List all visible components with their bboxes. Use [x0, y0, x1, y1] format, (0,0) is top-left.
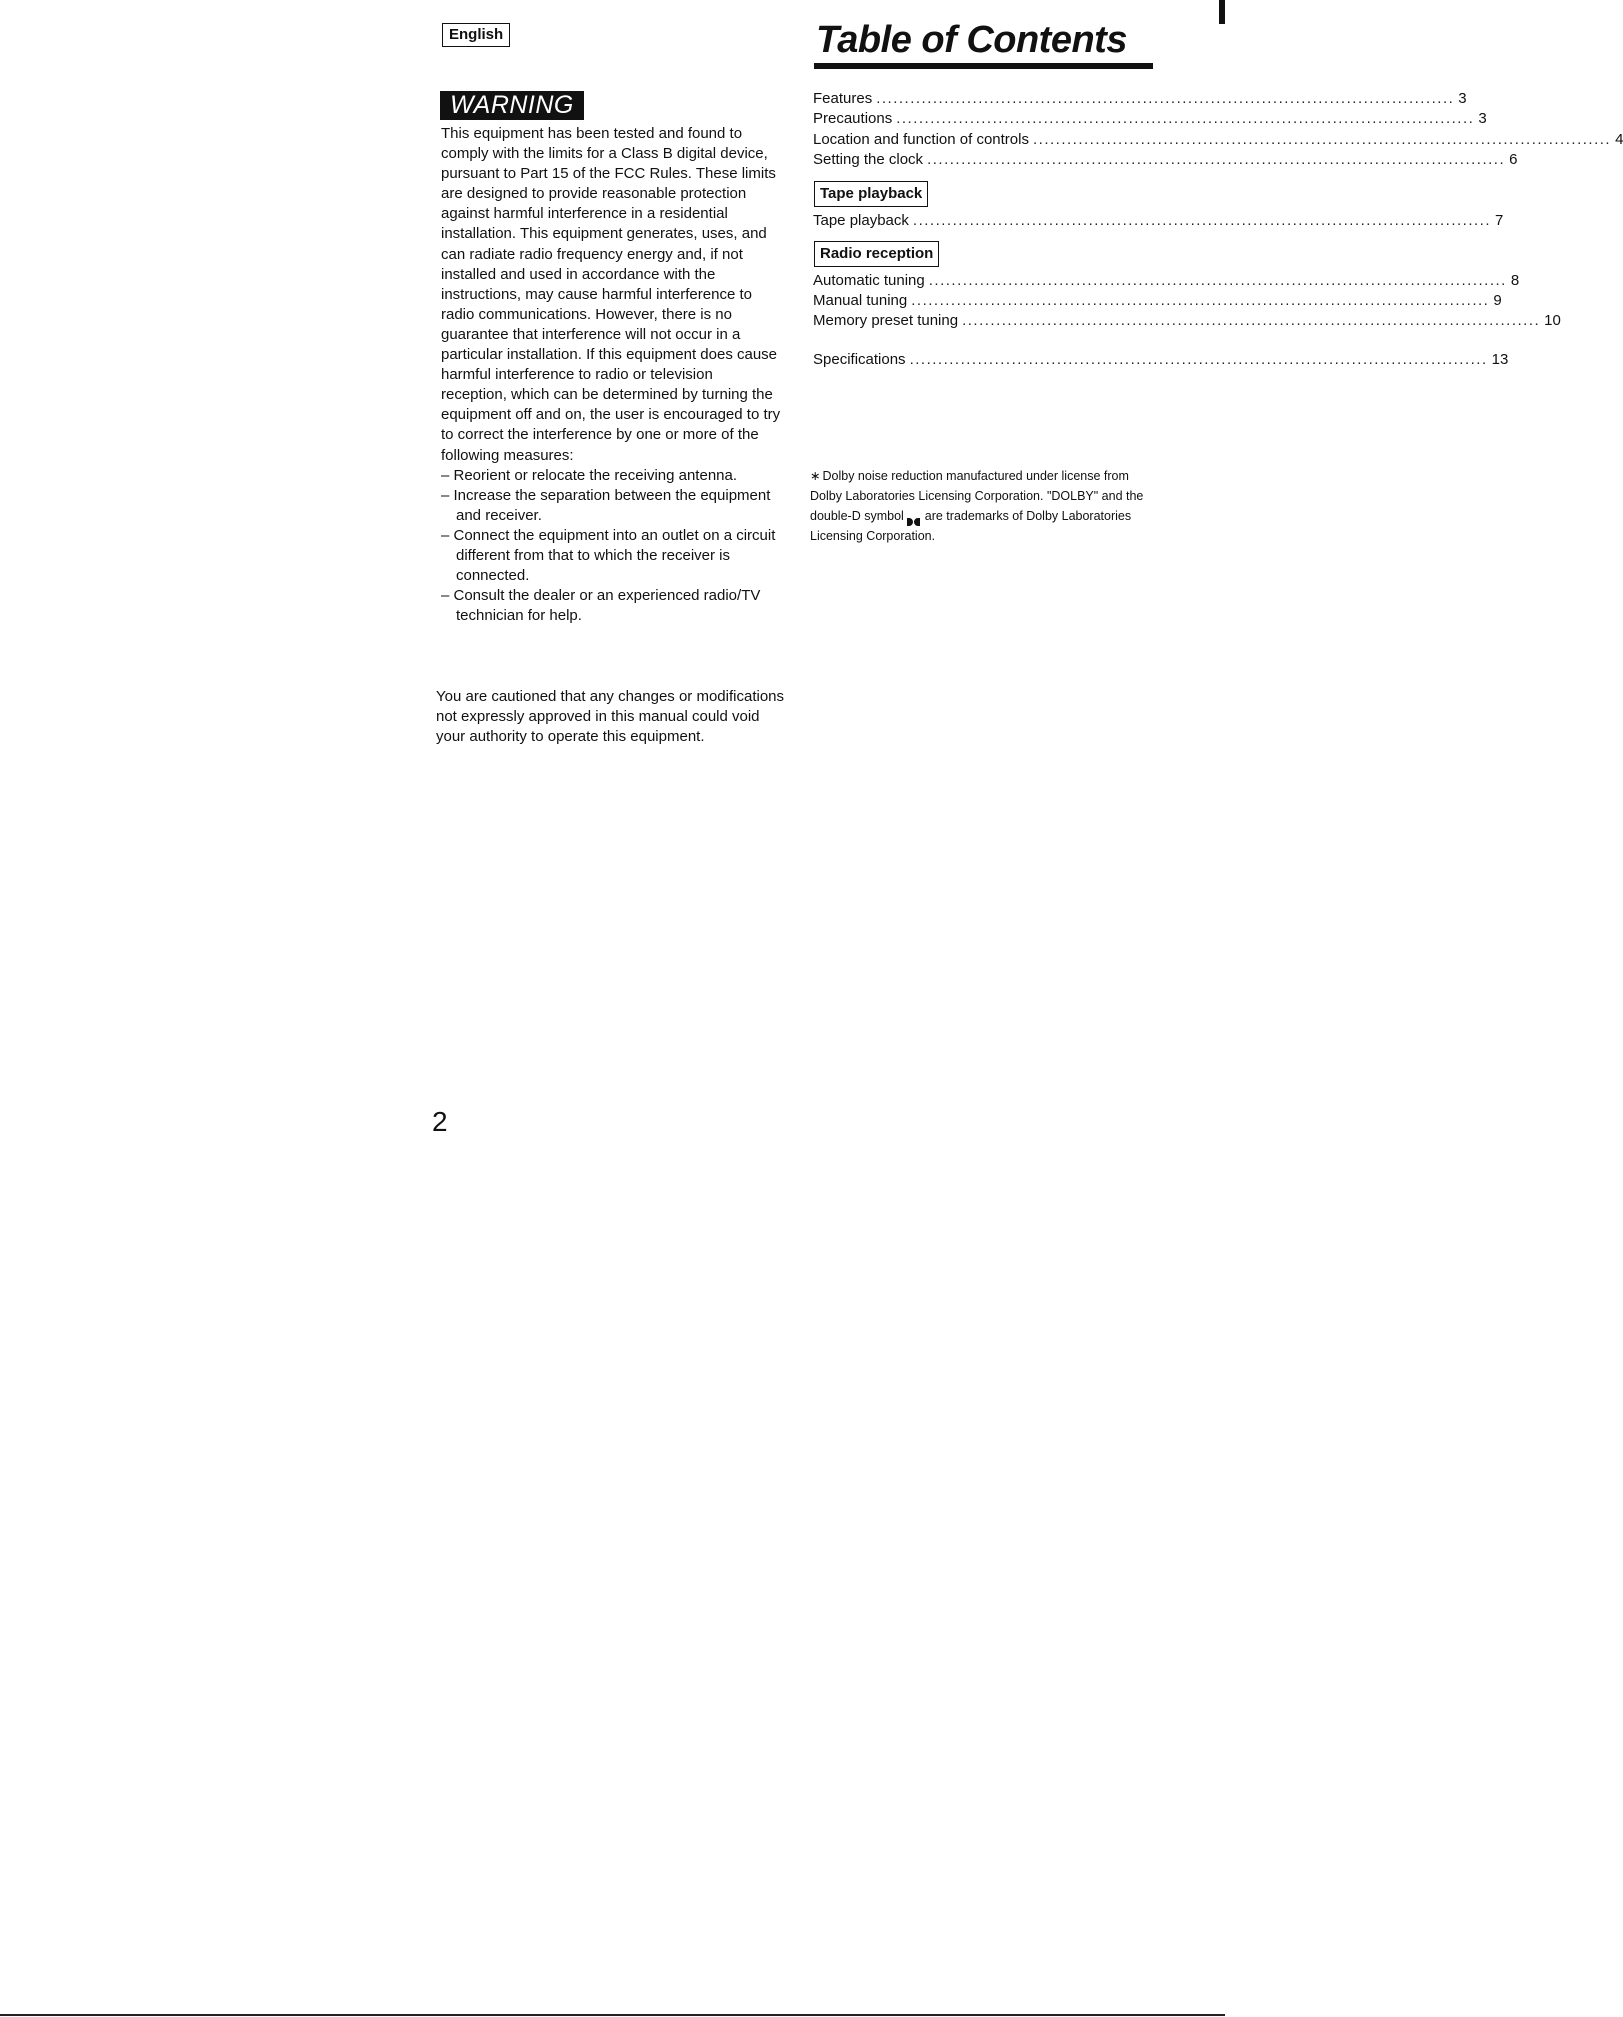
- toc-entry-page: 6: [1509, 151, 1518, 168]
- toc-entry-features[interactable]: [813, 89, 1467, 109]
- toc-entry-page: 3: [1458, 90, 1467, 107]
- toc-leader-dots: ......................................................................................................: [896, 110, 1475, 127]
- toc-entry-clock[interactable]: [813, 150, 1518, 170]
- toc-entry-page: 13: [1491, 351, 1509, 368]
- toc-entry-page: 8: [1510, 272, 1520, 289]
- toc-leader-dots: ......................................................................................................: [927, 151, 1506, 168]
- toc-entry-memory-preset[interactable]: [813, 311, 1561, 331]
- toc-entry-label: Precautions: [813, 110, 893, 127]
- page-number: 2: [432, 1106, 448, 1137]
- toc-title: Table of Contents: [816, 19, 1127, 61]
- toc-leader-dots: ......................................................................................................: [876, 90, 1455, 107]
- toc-entry-label: Specifications: [813, 351, 906, 368]
- toc-entry-page: 4: [1615, 131, 1623, 148]
- section-heading-tape: Tape playback: [814, 181, 928, 207]
- caution-paragraph: You are cautioned that any changes or modifications not expressly approved in this manual could void your authority to operate this equipment.: [436, 688, 785, 746]
- footnote-line1: Dolby noise reduction manufactured under license from Dolby Laboratories Licensing Corporation.: [810, 469, 1129, 503]
- toc-entry-precautions[interactable]: [813, 109, 1487, 129]
- toc-leader-dots: ......................................................................................................: [928, 272, 1507, 289]
- toc-entry-label: Tape playback: [813, 212, 909, 229]
- footnote-line2-before: "DOLBY" and the double-D symbol: [810, 489, 1144, 523]
- toc-entry-page: 7: [1495, 212, 1504, 229]
- toc-entry-label: Location and function of controls: [813, 131, 1029, 148]
- toc-entry-page: 3: [1478, 110, 1487, 127]
- toc-entry-page: 10: [1544, 312, 1561, 329]
- footnote-line2-after: are trademarks of Dolby Laboratories Licensing Corporation.: [810, 509, 1132, 543]
- toc-entry-label: Manual tuning: [813, 292, 908, 309]
- language-label: English: [442, 23, 510, 47]
- warning-heading: WARNING: [440, 91, 584, 120]
- toc-entry-label: Features: [813, 90, 873, 107]
- footnote-mark: ∗: [810, 469, 821, 483]
- toc-entry-specifications[interactable]: [813, 350, 1509, 370]
- bottom-rule: [0, 2014, 1225, 2016]
- toc-entry-controls[interactable]: [813, 130, 1623, 150]
- toc-leader-dots: ......................................................................................................: [912, 212, 1491, 229]
- measure-item: – Reorient or relocate the receiving antenna.: [441, 466, 738, 484]
- toc-leader-dots: ......................................................................................................: [909, 351, 1488, 368]
- toc-entry-page: 9: [1493, 292, 1502, 309]
- section-heading-radio: Radio reception: [814, 241, 939, 267]
- measure-item: – Connect the equipment into an outlet on a circuit different from that to which the receiver is connected.: [441, 526, 776, 585]
- toc-leader-dots: ......................................................................................................: [1032, 131, 1612, 148]
- warning-text: [441, 124, 781, 626]
- toc-leader-dots: ......................................................................................................: [911, 292, 1490, 309]
- toc-entry-label: Memory preset tuning: [813, 312, 959, 329]
- toc-entry-label: Automatic tuning: [813, 272, 925, 289]
- edge-mark: [1219, 0, 1225, 24]
- toc-title-rule: [814, 63, 1153, 69]
- warning-paragraph: This equipment has been tested and found to comply with the limits for a Class B digital device, pursuant to Part 15 of the FCC Rules. These limits are designed to provide reasonable protection against harmful interference in a residential installation. This equipment generates, uses, and can radiate radio frequency energy and, if not installed and used in accordance with the instructions, may cause harmful interference to radio communications. However, there is no guarantee that interference will not occur in a particular installation. If this equipment does cause harmful interference to radio or television reception, which can be determined by turning the equipment off and on, the user is encouraged to try to correct the interference by one or more of the following measures:: [441, 125, 781, 464]
- dolby-footnote: [810, 466, 1160, 546]
- toc-entry-automatic-tuning[interactable]: [813, 271, 1520, 291]
- toc-entry-label: Setting the clock: [813, 151, 924, 168]
- measures-list: [441, 466, 781, 627]
- toc-entry-tape-playback[interactable]: [813, 211, 1504, 231]
- toc-leader-dots: ......................................................................................................: [962, 312, 1541, 329]
- measure-item: – Increase the separation between the equipment and receiver.: [441, 486, 771, 524]
- measure-item: – Consult the dealer or an experienced radio/TV technician for help.: [441, 587, 761, 625]
- double-d-icon: [907, 512, 921, 521]
- toc-entry-manual-tuning[interactable]: [813, 291, 1502, 311]
